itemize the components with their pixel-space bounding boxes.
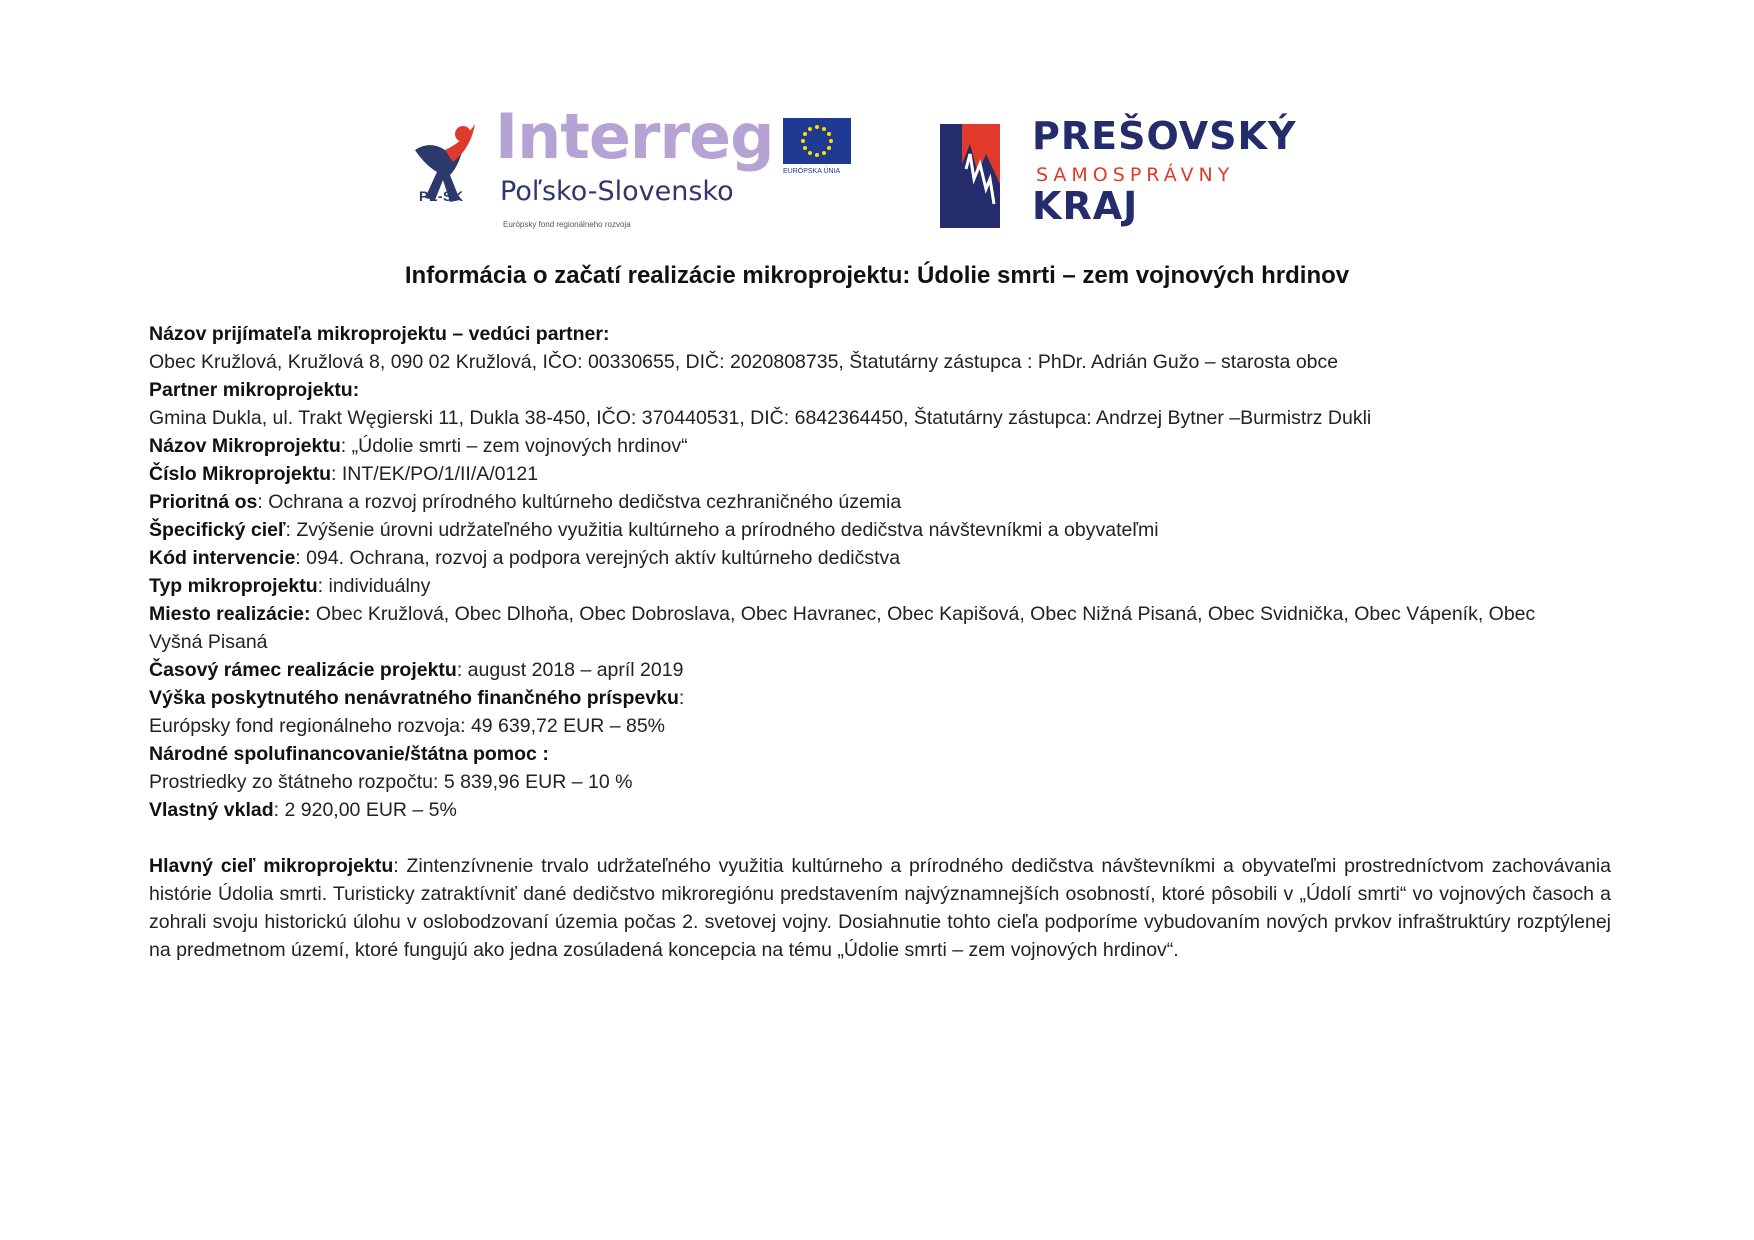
own-contribution-value: : 2 920,00 EUR – 5% [273, 799, 457, 821]
own-contribution-row [149, 796, 1611, 824]
eu-flag-icon [783, 118, 851, 164]
project-name-label: Názov Mikroprojektu [149, 435, 341, 457]
project-type-label: Typ mikroprojektu [149, 575, 318, 597]
partner-value: Gmina Dukla, ul. Trakt Węgierski 11, Dukla 38-450, IČO: 370440531, DIČ: 6842364450, Štatutárny zástupca: Andrzej Bytner –Burmistrz Dukli [149, 407, 1372, 429]
psk-line-3: KRAJ [1032, 184, 1139, 228]
psk-line-1: PREŠOVSKÝ [1032, 114, 1297, 158]
recipient-value: Obec Kružlová, Kružlová 8, 090 02 Kružlová, IČO: 00330655, DIČ: 2020808735, Štatutárny zástupca : PhDr. Adrián Gužo – starosta obce [149, 351, 1339, 373]
eu-label: EURÓPSKA ÚNIA [783, 168, 841, 175]
grant-label: Výška poskytnutého nenávratného finančného príspevku [149, 687, 679, 709]
project-number-row [149, 460, 1611, 488]
specific-objective-row [149, 516, 1611, 544]
main-goal-text: : Zintenzívnenie trvalo udržateľného využitia kultúrneho a prírodného dedičstva návštevníkmi a obyvateľmi prostredníctvom zachovávania histórie Údolia smrti. Turisticky zatraktívniť dané dedičstvo mikroregiónu predstavením najvýznamnejších osobností, ktoré pôsobili v „Údolí smrti“ vo vojnových časoch a zohrali svoju historickú úlohu v oslobodzovaní územia počas 2. svetovej vojny. Dosiahnutie tohto cieľa podporíme vybudovaním nových prvkov infraštruktúry rozptýlenej na predmetnom území, ktoré fungujú ako jedna zosúladená koncepcia na tému „Údolie smrti – zem vojnových hrdinov“. [149, 855, 1611, 961]
national-label: Národné spolufinancovanie/štátna pomoc : [149, 743, 549, 765]
pl-sk-label: PL-SK [419, 188, 464, 204]
place-value-continued: Vyšná Pisaná [149, 631, 268, 653]
place-label: Miesto realizácie: [149, 603, 311, 625]
national-value: Prostriedky zo štátneho rozpočtu: 5 839,96 EUR – 10 % [149, 771, 633, 793]
project-number-label: Číslo Mikroprojektu [149, 463, 332, 485]
priority-axis-label: Prioritná os [149, 491, 258, 513]
grant-value: Európsky fond regionálneho rozvoja: 49 639,72 EUR – 85% [149, 715, 665, 737]
interreg-logo [405, 100, 855, 237]
project-type-value: : individuálny [317, 575, 431, 597]
program-name: Poľsko-Slovensko [500, 176, 734, 207]
specific-objective-value: : Zvýšenie úrovni udržateľného využitia kultúrneho a prírodného dedičstva návštevníkmi a obyvateľmi [285, 519, 1159, 541]
psk-crest-icon [940, 124, 1000, 228]
fund-name: Európsky fond regionálneho rozvoja [503, 220, 631, 229]
timeframe-value: : august 2018 – apríl 2019 [456, 659, 684, 681]
recipient-label: Názov prijímateľa mikroprojektu – vedúci partner: [149, 323, 610, 345]
psk-line-2: SAMOSPRÁVNY [1036, 164, 1235, 186]
recipient-heading [149, 320, 1611, 348]
document-title: Informácia o začatí realizácie mikroprojektu: Údolie smrti – zem vojnových hrdinov [404, 262, 1350, 289]
document-body [149, 320, 1611, 964]
specific-objective-label: Špecifický cieľ [149, 519, 286, 541]
timeframe-label: Časový rámec realizácie projektu [149, 659, 457, 681]
priority-axis-value: : Ochrana a rozvoj prírodného kultúrneho dedičstva cezhraničného územia [257, 491, 902, 513]
grant-colon: : [678, 687, 685, 709]
place-value: Obec Kružlová, Obec Dlhoňa, Obec Dobroslava, Obec Havranec, Obec Kapišová, Obec Nižná Pisaná, Obec Svidnička, Obec Vápeník, Obec [310, 603, 1536, 625]
project-name-value: : „Údolie smrti – zem vojnových hrdinov“ [340, 435, 688, 457]
paragraph-spacer [149, 824, 1611, 852]
intervention-code-value: : 094. Ochrana, rozvoj a podpora verejných aktív kultúrneho dedičstva [295, 547, 901, 569]
project-number-value: : INT/EK/PO/1/II/A/0121 [331, 463, 539, 485]
main-goal-label: Hlavný cieľ mikroprojektu [149, 855, 394, 877]
grant-heading [149, 684, 1611, 712]
partner-label: Partner mikroprojektu: [149, 379, 360, 401]
interreg-wordmark: Interreg [495, 100, 774, 173]
psk-logo [940, 114, 1360, 233]
place-row [149, 600, 1611, 628]
intervention-code-label: Kód intervencie [149, 547, 296, 569]
main-goal-paragraph [149, 852, 1611, 964]
timeframe-row [149, 656, 1611, 684]
project-name-row [149, 432, 1611, 460]
priority-axis-row [149, 488, 1611, 516]
national-heading [149, 740, 1611, 768]
intervention-code-row [149, 544, 1611, 572]
own-contribution-label: Vlastný vklad [149, 799, 274, 821]
project-type-row [149, 572, 1611, 600]
partner-heading [149, 376, 1611, 404]
